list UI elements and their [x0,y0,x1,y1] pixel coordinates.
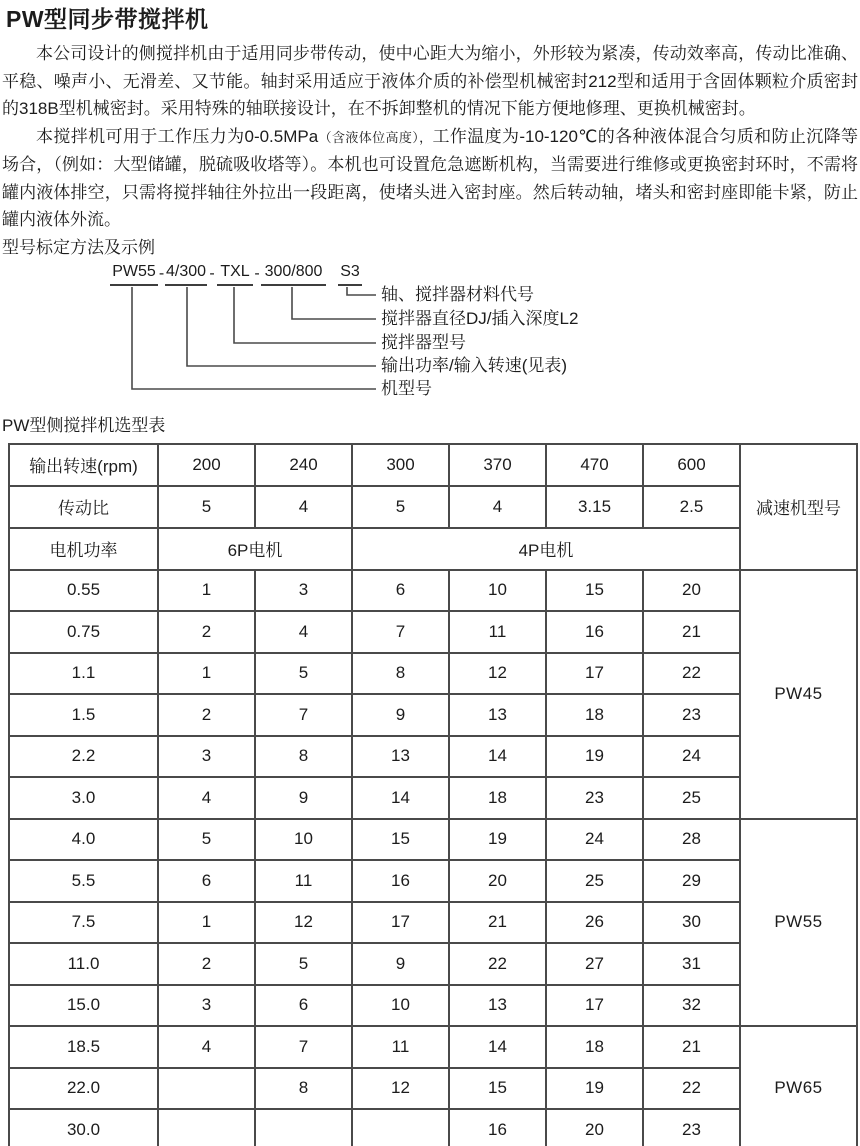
speed-cell: 370 [449,444,546,486]
table-row [9,1026,857,1068]
value-cell: 14 [352,777,449,819]
value-cell: 12 [255,902,352,944]
table-row [9,985,857,1027]
value-cell: 26 [546,902,643,944]
value-cell: 27 [546,943,643,985]
value-cell: 14 [449,736,546,778]
value-cell: 25 [546,860,643,902]
model-segment-impeller: TXL [217,262,253,286]
motor-6p-cell: 6P电机 [158,528,352,570]
value-cell: 21 [643,1026,740,1068]
model-segment-machine: PW55 [110,262,158,286]
power-cell: 30.0 [9,1109,158,1146]
table-row [9,1068,857,1110]
ratio-cell: 4 [255,486,352,528]
value-cell: 20 [643,570,740,612]
table-body [9,570,857,1146]
value-cell: 23 [546,777,643,819]
power-cell: 22.0 [9,1068,158,1110]
output-speed-label-cell: 输出转速(rpm) [9,444,158,486]
power-cell: 15.0 [9,985,158,1027]
value-cell: 18 [546,694,643,736]
value-cell: 2 [158,694,255,736]
value-cell: 19 [546,736,643,778]
value-cell: 2 [158,943,255,985]
value-cell: 3 [158,736,255,778]
segment-separator: - [158,264,165,282]
segment-spacer [326,284,338,286]
value-cell: 20 [449,860,546,902]
value-cell: 12 [352,1068,449,1110]
value-cell: 9 [255,777,352,819]
value-cell: 31 [643,943,740,985]
value-cell: 21 [643,611,740,653]
ratio-cell: 2.5 [643,486,740,528]
value-cell: 19 [546,1068,643,1110]
selection-table [8,443,858,1146]
designation-label-diameter: 搅拌器直径DJ/插入深度L2 [381,308,579,328]
value-cell: 22 [449,943,546,985]
designation-label-material: 轴、搅拌器材料代号 [381,284,534,304]
value-cell: 16 [546,611,643,653]
motor-power-label-cell: 电机功率 [9,528,158,570]
paragraph-2-text-continued: 工作温度为-10-120℃的各种液体混合匀质和防止沉降等场合，（例如：大型储罐，脱硫吸收塔等）。本机也可设置危急遮断机构，当需要进行维修或更换密封环时，不需将罐内液体排空，只需将搅拌轴往外拉出一段距离，使堵头进入密封座。然后转动轴，堵头和密封座即能卡紧，防止罐内液体外流。 [2,126,858,229]
header-row-speed [9,444,857,486]
motor-4p-cell: 4P电机 [352,528,740,570]
value-cell: 15 [546,570,643,612]
segment-separator: - [209,264,215,282]
ratio-cell: 3.15 [546,486,643,528]
table-row [9,860,857,902]
speed-cell: 300 [352,444,449,486]
model-designation-diagram [2,260,858,406]
gearbox-model-cell: PW55 [740,819,857,1027]
value-cell: 23 [643,1109,740,1146]
designation-label-impeller: 搅拌器型号 [381,332,466,352]
value-cell: 20 [546,1109,643,1146]
table-row [9,694,857,736]
value-cell: 29 [643,860,740,902]
gearbox-model-cell: PW65 [740,1026,857,1146]
speed-cell: 200 [158,444,255,486]
value-cell [352,1109,449,1146]
table-row [9,1109,857,1146]
designation-label-power: 输出功率/输入转速(见表) [381,355,568,375]
value-cell: 5 [255,653,352,695]
value-cell: 11 [449,611,546,653]
table-row [9,611,857,653]
value-cell: 32 [643,985,740,1027]
value-cell: 7 [255,1026,352,1068]
value-cell: 5 [255,943,352,985]
value-cell: 18 [546,1026,643,1068]
designation-label-machine: 机型号 [381,378,432,398]
value-cell: 9 [352,694,449,736]
paragraph-2-text: 本搅拌机可用于工作压力为0-0.5MPa [36,126,319,146]
table-row [9,902,857,944]
power-cell: 2.2 [9,736,158,778]
power-cell: 11.0 [9,943,158,985]
model-segment-power: 4/300 [165,262,207,286]
value-cell: 15 [449,1068,546,1110]
value-cell: 4 [255,611,352,653]
value-cell: 8 [352,653,449,695]
value-cell: 17 [546,653,643,695]
table-row [9,570,857,612]
value-cell: 1 [158,653,255,695]
value-cell: 1 [158,570,255,612]
gearbox-model-cell: PW45 [740,570,857,819]
value-cell: 7 [352,611,449,653]
speed-cell: 240 [255,444,352,486]
value-cell: 18 [449,777,546,819]
power-cell: 4.0 [9,819,158,861]
value-cell: 11 [352,1026,449,1068]
speed-cell: 600 [643,444,740,486]
page-title: PW型同步带搅拌机 [6,6,209,32]
value-cell: 6 [158,860,255,902]
value-cell: 22 [643,653,740,695]
value-cell: 3 [158,985,255,1027]
ratio-cell: 4 [449,486,546,528]
model-string [110,262,362,286]
value-cell: 13 [449,694,546,736]
table-row [9,736,857,778]
segment-separator: - [254,264,260,282]
value-cell: 15 [352,819,449,861]
power-cell: 18.5 [9,1026,158,1068]
value-cell: 10 [352,985,449,1027]
value-cell: 8 [255,1068,352,1110]
table-row [9,653,857,695]
value-cell: 13 [449,985,546,1027]
value-cell: 21 [449,902,546,944]
value-cell: 17 [352,902,449,944]
value-cell: 16 [449,1109,546,1146]
value-cell: 23 [643,694,740,736]
model-segment-diameter: 300/800 [261,262,326,286]
value-cell: 7 [255,694,352,736]
model-segment-material: S3 [338,262,362,286]
value-cell: 10 [449,570,546,612]
value-cell: 19 [449,819,546,861]
value-cell: 8 [255,736,352,778]
paragraph-2-parenthetical: （含液体位高度）， [318,129,433,145]
ratio-cell: 5 [352,486,449,528]
ratio-label-cell: 传动比 [9,486,158,528]
value-cell [158,1109,255,1146]
value-cell: 2 [158,611,255,653]
power-cell: 1.5 [9,694,158,736]
gearbox-model-header-cell: 减速机型号 [740,444,857,570]
value-cell: 22 [643,1068,740,1110]
table-row [9,943,857,985]
value-cell: 6 [255,985,352,1027]
value-cell: 4 [158,777,255,819]
power-cell: 0.55 [9,570,158,612]
value-cell: 4 [158,1026,255,1068]
value-cell: 24 [546,819,643,861]
value-cell [158,1068,255,1110]
value-cell: 1 [158,902,255,944]
value-cell: 16 [352,860,449,902]
table-row [9,777,857,819]
designation-heading: 型号标定方法及示例 [2,237,155,257]
value-cell: 13 [352,736,449,778]
value-cell: 12 [449,653,546,695]
table-caption: PW型侧搅拌机选型表 [2,415,166,435]
header-row-ratio [9,486,857,528]
value-cell: 3 [255,570,352,612]
power-cell: 7.5 [9,902,158,944]
value-cell: 28 [643,819,740,861]
power-cell: 5.5 [9,860,158,902]
intro-paragraph-2 [2,123,858,234]
value-cell: 17 [546,985,643,1027]
value-cell: 11 [255,860,352,902]
power-cell: 0.75 [9,611,158,653]
value-cell: 14 [449,1026,546,1068]
power-cell: 1.1 [9,653,158,695]
value-cell: 6 [352,570,449,612]
intro-paragraph-1: 本公司设计的侧搅拌机由于适用同步带传动，使中心距大为缩小，外形较为紧凑，传动效率高，传动比准确、平稳、噪声小、无滑差、又节能。轴封采用适应于液体介质的补偿型机械密封212型和适用于含固体颗粒介质密封的318B型机械密封。采用特殊的轴联接设计，在不拆卸整机的情况下能方便地修理、更换机械密封。 [2,44,858,118]
ratio-cell: 5 [158,486,255,528]
value-cell: 5 [158,819,255,861]
value-cell: 25 [643,777,740,819]
speed-cell: 470 [546,444,643,486]
value-cell: 10 [255,819,352,861]
table-row [9,819,857,861]
power-cell: 3.0 [9,777,158,819]
value-cell [255,1109,352,1146]
value-cell: 9 [352,943,449,985]
header-row-motor [9,528,857,570]
value-cell: 30 [643,902,740,944]
value-cell: 24 [643,736,740,778]
